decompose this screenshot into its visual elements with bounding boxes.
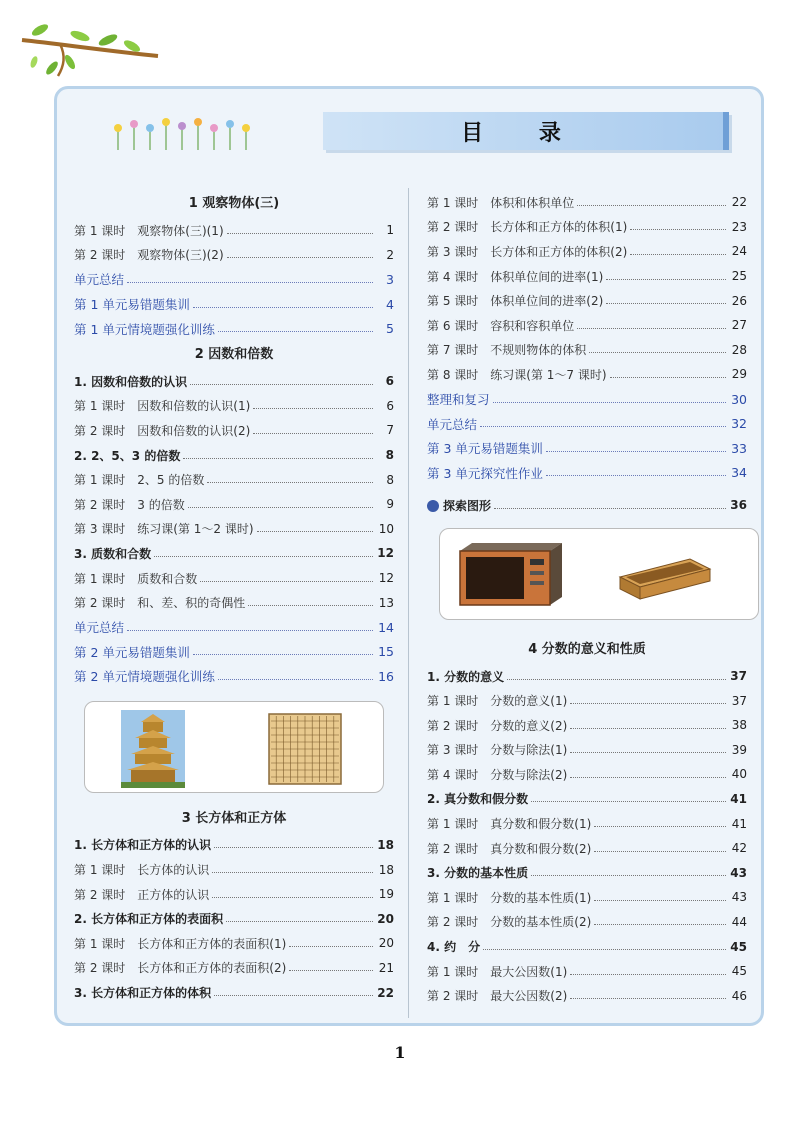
lesson-entry[interactable]	[427, 713, 747, 738]
unit-title: 2 因数和倍数	[194, 346, 274, 362]
entry-page: 42	[731, 841, 747, 856]
entry-page: 41	[731, 816, 747, 831]
lesson-entry[interactable]	[427, 688, 747, 713]
leader-dots	[212, 897, 373, 898]
lesson-entry[interactable]	[74, 218, 394, 243]
entry-label: 第 2 课时 3 的倍数	[74, 497, 185, 512]
entry-page: 29	[731, 367, 747, 382]
entry-label: 第 7 课时 不规则物体的体积	[427, 343, 587, 358]
leader-dots	[589, 352, 726, 353]
review-entry[interactable]	[74, 664, 394, 689]
unit-title: 1 观察物体(三)	[188, 196, 280, 211]
leader-dots	[248, 605, 373, 606]
leader-dots	[193, 307, 373, 308]
lesson-entry[interactable]	[427, 811, 747, 836]
entry-label: 第 4 课时 分数与除法(2)	[427, 767, 568, 782]
review-entry[interactable]	[74, 615, 394, 640]
entry-label: 第 1 课时 长方体的认识	[74, 863, 210, 878]
entry-page: 43	[731, 890, 747, 905]
illustration-box	[84, 701, 384, 793]
entry-label: 第 2 课时 长方体和正方体的体积(1)	[427, 220, 628, 235]
lesson-entry[interactable]	[74, 492, 394, 517]
review-entry[interactable]	[74, 267, 394, 292]
entry-label: 第 3 课时 长方体和正方体的体积(2)	[427, 244, 628, 259]
entry-page: 16	[378, 668, 394, 684]
section-entry[interactable]	[427, 787, 747, 812]
entry-page: 5	[386, 321, 394, 337]
entry-page: 34	[731, 465, 747, 481]
entry-label: 整理和复习	[427, 392, 490, 408]
entry-label: 单元总结	[427, 416, 478, 432]
lesson-entry[interactable]	[427, 910, 747, 935]
review-entry[interactable]	[74, 292, 394, 317]
entry-page: 2	[386, 247, 394, 262]
entry-page: 20	[378, 936, 394, 951]
lesson-entry[interactable]	[74, 394, 394, 419]
entry-page: 25	[731, 269, 747, 284]
page-title: 目 录	[323, 112, 729, 150]
unit-title: 4 分数的意义和性质	[528, 641, 646, 657]
entry-label: 1. 分数的意义	[427, 669, 505, 684]
entry-page: 37	[731, 693, 747, 708]
lesson-entry[interactable]	[74, 857, 394, 882]
leader-dots	[507, 679, 726, 680]
entry-page: 28	[731, 342, 747, 357]
entry-page: 41	[730, 791, 747, 806]
microwave-image	[440, 529, 760, 621]
entry-page: 33	[731, 440, 747, 456]
entry-label: 第 3 单元易错题集训	[427, 441, 543, 457]
entry-page: 45	[730, 939, 747, 954]
entry-label: 第 2 单元情境题强化训练	[74, 669, 215, 685]
leader-dots	[227, 257, 373, 258]
lesson-entry[interactable]	[427, 738, 747, 763]
entry-page: 22	[731, 195, 747, 210]
leader-dots	[289, 970, 373, 971]
entry-label: 2. 长方体和正方体的表面积	[74, 912, 224, 927]
leader-dots	[483, 949, 726, 950]
explore-entry[interactable]	[427, 493, 747, 518]
entry-page: 20	[377, 911, 394, 926]
entry-label: 第 2 课时 观察物体(三)(2)	[74, 248, 224, 263]
entry-label: 第 8 课时 练习课(第 1～7 课时)	[427, 367, 607, 382]
entry-label: 第 1 课时 分数的意义(1)	[427, 694, 568, 709]
lesson-entry[interactable]	[427, 215, 747, 240]
entry-page: 12	[377, 546, 394, 561]
entry-page: 15	[378, 644, 394, 660]
entry-page: 7	[386, 423, 394, 438]
unit-title: 3 长方体和正方体	[181, 810, 287, 826]
leader-dots	[577, 205, 726, 206]
tower-image	[85, 702, 385, 794]
entry-label: 第 4 课时 体积单位间的进率(1)	[427, 269, 604, 284]
flowers-decoration	[110, 112, 260, 152]
leader-dots	[480, 426, 726, 427]
leader-dots	[193, 654, 373, 655]
lesson-entry[interactable]	[74, 418, 394, 443]
review-entry[interactable]	[427, 461, 747, 486]
entry-label: 第 2 课时 因数和倍数的认识(2)	[74, 423, 251, 438]
leader-dots	[594, 851, 726, 852]
entry-label: 第 1 单元易错题集训	[74, 297, 190, 313]
entry-page: 8	[386, 472, 394, 487]
entry-page: 8	[385, 448, 394, 463]
lesson-entry[interactable]	[427, 885, 747, 910]
entry-page: 22	[377, 985, 394, 1000]
lesson-entry[interactable]	[427, 239, 747, 264]
entry-label: 单元总结	[74, 620, 125, 636]
entry-label: 探索图形	[443, 498, 492, 513]
leader-dots	[594, 826, 726, 827]
entry-page: 6	[385, 374, 394, 389]
lesson-entry[interactable]	[74, 566, 394, 591]
entry-label: 第 2 课时 正方体的认识	[74, 887, 210, 902]
entry-label: 4. 约 分	[427, 940, 481, 955]
section-entry[interactable]	[74, 443, 394, 468]
entry-label: 第 1 课时 观察物体(三)(1)	[74, 223, 224, 238]
leader-dots	[610, 377, 726, 378]
leader-dots	[214, 995, 373, 996]
review-entry[interactable]	[74, 640, 394, 665]
entry-page: 1	[386, 223, 394, 238]
leader-dots	[289, 946, 373, 947]
entry-page: 12	[378, 571, 394, 586]
entry-page: 14	[378, 619, 394, 635]
entry-label: 第 1 课时 长方体和正方体的表面积(1)	[74, 936, 287, 951]
explore-icon	[427, 500, 439, 512]
illustration-box	[439, 528, 759, 620]
entry-label: 2. 真分数和假分数	[427, 792, 529, 807]
entry-label: 3. 长方体和正方体的体积	[74, 986, 212, 1001]
page-number: 1	[394, 1043, 406, 1062]
leader-dots	[577, 328, 726, 329]
leader-dots	[154, 556, 373, 557]
entry-label: 第 2 课时 真分数和假分数(2)	[427, 841, 592, 856]
entry-label: 单元总结	[74, 272, 125, 288]
entry-label: 1. 因数和倍数的认识	[74, 374, 188, 389]
left-column	[74, 190, 394, 1005]
column-divider	[408, 188, 409, 1018]
leader-dots	[570, 703, 726, 704]
entry-label: 第 1 单元情境题强化训练	[74, 321, 215, 337]
leader-dots	[570, 998, 726, 999]
entry-page: 46	[731, 988, 747, 1003]
leader-dots	[570, 974, 726, 975]
lesson-entry[interactable]	[427, 190, 747, 215]
entry-label: 第 1 课时 因数和倍数的认识(1)	[74, 399, 251, 414]
entry-label: 第 3 单元探究性作业	[427, 465, 543, 481]
entry-page: 44	[731, 914, 747, 929]
leader-dots	[127, 630, 373, 631]
section-entry[interactable]	[427, 934, 747, 959]
leader-dots	[257, 531, 373, 532]
lesson-entry[interactable]	[427, 983, 747, 1008]
leader-dots	[630, 254, 726, 255]
lesson-entry[interactable]	[74, 590, 394, 615]
entry-page: 18	[378, 862, 394, 877]
leader-dots	[546, 451, 726, 452]
leader-dots	[493, 402, 726, 403]
section-entry[interactable]	[74, 980, 394, 1005]
entry-label: 第 2 课时 分数的基本性质(2)	[427, 915, 592, 930]
review-entry[interactable]	[427, 411, 747, 436]
entry-label: 第 1 课时 分数的基本性质(1)	[427, 890, 592, 905]
lesson-entry[interactable]	[427, 338, 747, 363]
entry-page: 32	[731, 416, 747, 432]
leader-dots	[570, 752, 726, 753]
right-column	[427, 190, 747, 1008]
leader-dots	[226, 921, 373, 922]
entry-label: 3. 分数的基本性质	[427, 866, 529, 881]
entry-page: 19	[378, 887, 394, 902]
review-entry[interactable]	[427, 387, 747, 412]
lesson-entry[interactable]	[427, 836, 747, 861]
leader-dots	[127, 282, 373, 283]
entry-label: 第 6 课时 容积和容积单位	[427, 318, 575, 333]
entry-label: 第 1 课时 质数和合数	[74, 571, 198, 586]
entry-page: 10	[378, 521, 394, 536]
entry-page: 27	[731, 318, 747, 333]
section-entry[interactable]	[74, 833, 394, 858]
leader-dots	[253, 408, 373, 409]
entry-page: 26	[731, 293, 747, 308]
go-board-image	[269, 714, 341, 784]
entry-page: 18	[377, 837, 394, 852]
entry-label: 第 1 课时 2、5 的倍数	[74, 473, 205, 488]
leader-dots	[570, 777, 726, 778]
entry-page: 40	[731, 767, 747, 782]
entry-page: 23	[731, 219, 747, 234]
entry-page: 24	[731, 244, 747, 259]
leader-dots	[227, 233, 373, 234]
leader-dots	[531, 875, 726, 876]
lesson-entry[interactable]	[74, 882, 394, 907]
leader-dots	[212, 872, 373, 873]
section-entry[interactable]	[74, 541, 394, 566]
leader-dots	[214, 847, 373, 848]
lesson-entry[interactable]	[427, 313, 747, 338]
section-entry[interactable]	[427, 860, 747, 885]
lesson-entry[interactable]	[427, 959, 747, 984]
leader-dots	[218, 679, 373, 680]
entry-page: 43	[730, 865, 747, 880]
lesson-entry[interactable]	[74, 467, 394, 492]
entry-label: 第 2 单元易错题集训	[74, 644, 190, 660]
section-entry[interactable]	[427, 664, 747, 689]
entry-label: 第 2 课时 分数的意义(2)	[427, 718, 568, 733]
leader-dots	[190, 384, 373, 385]
lesson-entry[interactable]	[427, 762, 747, 787]
leader-dots	[594, 924, 726, 925]
leader-dots	[531, 801, 726, 802]
entry-label: 第 2 课时 最大公因数(2)	[427, 989, 568, 1004]
leader-dots	[183, 458, 373, 459]
open-box-image	[620, 559, 710, 599]
entry-page: 9	[386, 497, 394, 512]
leader-dots	[218, 331, 373, 332]
review-entry[interactable]	[74, 316, 394, 341]
lesson-entry[interactable]	[74, 956, 394, 981]
entry-label: 第 3 课时 分数与除法(1)	[427, 743, 568, 758]
section-entry[interactable]	[74, 369, 394, 394]
entry-label: 3. 质数和合数	[74, 546, 152, 561]
entry-page: 6	[386, 398, 394, 413]
lesson-entry[interactable]	[74, 931, 394, 956]
entry-page: 36	[730, 498, 747, 513]
leader-dots	[253, 433, 373, 434]
entry-label: 1. 长方体和正方体的认识	[74, 838, 212, 853]
section-entry[interactable]	[74, 906, 394, 931]
leader-dots	[570, 728, 726, 729]
entry-label: 第 2 课时 长方体和正方体的表面积(2)	[74, 961, 287, 976]
lesson-entry[interactable]	[427, 264, 747, 289]
entry-page: 37	[730, 669, 747, 684]
entry-page: 4	[386, 296, 394, 312]
lesson-entry[interactable]	[427, 362, 747, 387]
entry-page: 38	[731, 718, 747, 733]
entry-page: 13	[378, 595, 394, 610]
lesson-entry[interactable]	[427, 288, 747, 313]
entry-page: 30	[731, 391, 747, 407]
branch-decoration	[20, 22, 160, 82]
entry-page: 3	[386, 271, 394, 287]
entry-page: 39	[731, 742, 747, 757]
leader-dots	[546, 475, 726, 476]
leader-dots	[207, 482, 373, 483]
lesson-entry[interactable]	[74, 517, 394, 542]
entry-label: 第 3 课时 练习课(第 1～2 课时)	[74, 522, 254, 537]
leader-dots	[188, 507, 373, 508]
entry-label: 第 1 课时 最大公因数(1)	[427, 964, 568, 979]
entry-page: 45	[731, 964, 747, 979]
leader-dots	[606, 303, 726, 304]
leader-dots	[494, 508, 726, 509]
leader-dots	[594, 900, 726, 901]
entry-page: 21	[378, 960, 394, 975]
entry-label: 第 2 课时 和、差、积的奇偶性	[74, 596, 246, 611]
entry-label: 第 1 课时 体积和体积单位	[427, 195, 575, 210]
review-entry[interactable]	[427, 436, 747, 461]
entry-label: 第 5 课时 体积单位间的进率(2)	[427, 294, 604, 309]
leader-dots	[630, 229, 726, 230]
leader-dots	[200, 581, 373, 582]
entry-label: 第 1 课时 真分数和假分数(1)	[427, 817, 592, 832]
entry-label: 2. 2、5、3 的倍数	[74, 448, 181, 463]
lesson-entry[interactable]	[74, 243, 394, 268]
leader-dots	[606, 279, 726, 280]
